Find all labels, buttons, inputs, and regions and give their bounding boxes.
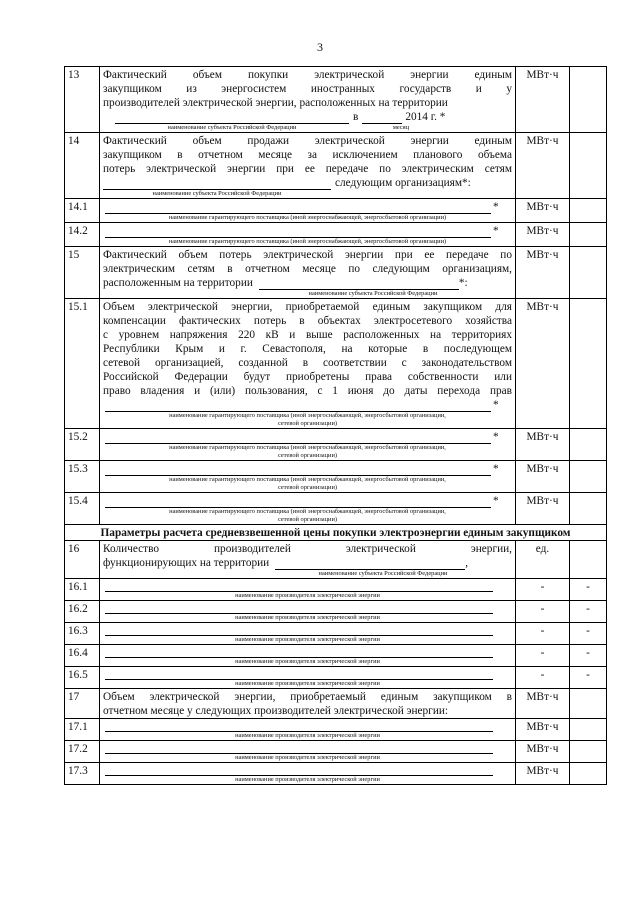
table-row (65, 133, 607, 199)
caption-supplier: наименование гарантирующего поставщика (иной энергоснабжающей, энергосбытовой организации, (169, 444, 446, 451)
table-row (65, 223, 607, 247)
caption-region: наименование субъекта Российской Федерации (167, 124, 297, 131)
supplier-fill (103, 398, 512, 412)
region-fill (103, 176, 512, 190)
supplier-fill (103, 494, 512, 508)
row-description (100, 247, 516, 299)
value-cell[interactable] (570, 689, 607, 719)
unit-cell: МВт·ч (516, 493, 570, 525)
table-row (65, 719, 607, 741)
region-blank[interactable] (275, 558, 465, 570)
row-number: 16.2 (65, 601, 100, 623)
caption-producer: наименование производителя электрической энергии (235, 636, 380, 643)
caption-supplier: сетевой организации) (277, 452, 337, 459)
supplier-blank[interactable] (105, 496, 491, 508)
caption-producer: наименование производителя электрической энергии (235, 754, 380, 761)
region-fill (103, 556, 512, 570)
section-header-row (65, 525, 607, 541)
row-number: 14 (65, 133, 100, 199)
producer-blank[interactable] (105, 720, 493, 732)
value-cell[interactable] (570, 541, 607, 579)
value-cell[interactable] (570, 461, 607, 493)
caption-producer: наименование производителя электрической энергии (235, 680, 380, 687)
report-table (64, 66, 607, 785)
value-dash: - (570, 667, 607, 689)
row-description (100, 67, 516, 133)
row-number: 16.1 (65, 579, 100, 601)
producer-fill (103, 602, 512, 614)
row-number: 14.2 (65, 223, 100, 247)
row-description (100, 719, 516, 741)
desc-line: расположенным на территории (103, 277, 253, 289)
producer-fill (103, 624, 512, 636)
row-description (100, 199, 516, 223)
unit-cell: МВт·ч (516, 199, 570, 223)
supplier-blank[interactable] (105, 464, 491, 476)
unit-cell: МВт·ч (516, 763, 570, 785)
desc-line: Объем электрической энергии, приобретаемой единым закупщиком для (103, 301, 512, 313)
desc-tail: следующим организациям*: (335, 177, 471, 189)
page-number: 3 (317, 40, 323, 54)
table-row (65, 667, 607, 689)
value-cell[interactable] (570, 763, 607, 785)
caption-producer: наименование производителя электрической энергии (235, 776, 380, 783)
unit-dash: - (516, 645, 570, 667)
producer-fill (103, 646, 512, 658)
desc-tail: *: (458, 277, 468, 289)
supplier-fill (103, 200, 512, 214)
table-row (65, 623, 607, 645)
table-row (65, 763, 607, 785)
unit-cell: МВт·ч (516, 299, 570, 429)
row-description (100, 429, 516, 461)
caption-supplier: наименование гарантирующего поставщика (иной энергоснабжающей, энергосбытовой организации, (169, 412, 446, 419)
desc-line: с уровнем напряжения 220 кВ и выше расположенных на территориях (103, 329, 512, 341)
caption-supplier: сетевой организации) (277, 420, 337, 427)
region-blank[interactable] (115, 112, 349, 124)
producer-blank[interactable] (105, 602, 493, 614)
row-number: 17 (65, 689, 100, 719)
caption-supplier: сетевой организации) (277, 516, 337, 523)
section-title: Параметры расчета средневзвешенной цены покупки электроэнергии единым закупщиком (65, 525, 607, 541)
unit-cell: МВт·ч (516, 133, 570, 199)
region-fill (103, 276, 512, 290)
producer-fill (103, 720, 512, 732)
value-dash: - (570, 579, 607, 601)
value-dash: - (570, 601, 607, 623)
supplier-blank[interactable] (105, 400, 491, 412)
footnote-star: * (493, 463, 499, 475)
row-description (100, 645, 516, 667)
row-description (100, 763, 516, 785)
desc-line: электрическим сетям в отчетном месяце по следующим организациям, (103, 263, 512, 275)
table-row (65, 247, 607, 299)
desc-line: Республики Крым и г. Севастополя, на которые в последующем (103, 343, 512, 355)
value-cell[interactable] (570, 199, 607, 223)
unit-cell: МВт·ч (516, 719, 570, 741)
desc-line: отчетном месяце у следующих производителей электрической энергии: (103, 705, 449, 717)
producer-blank[interactable] (105, 646, 493, 658)
row-number: 14.1 (65, 199, 100, 223)
value-cell[interactable] (570, 223, 607, 247)
row-description (100, 223, 516, 247)
caption-supplier: наименование гарантирующего поставщика (иной энергоснабжающей, энергосбытовой организации) (168, 214, 447, 221)
table-row (65, 67, 607, 133)
row-description (100, 667, 516, 689)
region-month-fill (103, 110, 512, 124)
preposition-text: в (353, 111, 359, 123)
caption-supplier: наименование гарантирующего поставщика (иной энергоснабжающей, энергосбытовой организации, (169, 508, 446, 515)
table-row (65, 645, 607, 667)
table-row (65, 689, 607, 719)
caption-supplier: наименование гарантирующего поставщика (иной энергоснабжающей, энергосбытовой организации, (169, 476, 446, 483)
value-cell[interactable] (570, 133, 607, 199)
caption-producer: наименование производителя электрической энергии (235, 592, 380, 599)
unit-cell: МВт·ч (516, 247, 570, 299)
desc-line: Фактический объем продажи электрической энергии единым (103, 135, 512, 147)
row-number: 17.1 (65, 719, 100, 741)
row-number: 16 (65, 541, 100, 579)
producer-blank[interactable] (105, 742, 493, 754)
producer-blank[interactable] (105, 624, 493, 636)
row-number: 15 (65, 247, 100, 299)
table-row (65, 579, 607, 601)
table-row (65, 541, 607, 579)
table-row (65, 741, 607, 763)
unit-cell: МВт·ч (516, 741, 570, 763)
desc-line: закупщиком из энергосистем иностранных государств и у (103, 83, 512, 95)
desc-tail: , (465, 557, 469, 569)
desc-line: Количество производителей электрической энергии, (103, 543, 512, 555)
producer-blank[interactable] (105, 764, 493, 776)
unit-cell: МВт·ч (516, 689, 570, 719)
row-description (100, 741, 516, 763)
unit-cell: МВт·ч (516, 461, 570, 493)
caption-producer: наименование производителя электрической энергии (235, 732, 380, 739)
row-number: 15.2 (65, 429, 100, 461)
caption-month: месяц (392, 124, 410, 131)
producer-blank[interactable] (105, 668, 493, 680)
value-cell[interactable] (570, 719, 607, 741)
value-cell[interactable] (570, 741, 607, 763)
caption-region: наименование субъекта Российской Федерации (308, 290, 438, 297)
table-row (65, 429, 607, 461)
unit-cell: ед. (516, 541, 570, 579)
caption-producer: наименование производителя электрической энергии (235, 658, 380, 665)
unit-dash: - (516, 579, 570, 601)
row-number: 16.5 (65, 667, 100, 689)
table-row (65, 601, 607, 623)
caption-region: наименование субъекта Российской Федерации (152, 190, 282, 197)
producer-fill (103, 668, 512, 680)
value-cell[interactable] (570, 67, 607, 133)
supplier-blank[interactable] (105, 202, 491, 214)
row-number: 16.3 (65, 623, 100, 645)
value-cell[interactable] (570, 493, 607, 525)
row-number: 17.2 (65, 741, 100, 763)
value-cell[interactable] (570, 429, 607, 461)
producer-blank[interactable] (105, 580, 493, 592)
supplier-fill (103, 462, 512, 476)
footnote-star: * (493, 431, 499, 443)
desc-line: право владения и (или) пользования, с 1 июня до даты перехода прав (103, 385, 512, 397)
desc-line: потерь электрической энергии при ее передаче по электрическим сетям (103, 163, 512, 175)
row-description (100, 689, 516, 719)
row-description (100, 541, 516, 579)
desc-line: закупщиком в отчетном месяце за исключением планового объема (103, 149, 512, 161)
desc-line: Российской Федерации будут приобретены права собственности или (103, 371, 512, 383)
value-dash: - (570, 645, 607, 667)
caption-line (103, 124, 512, 132)
supplier-fill (103, 224, 512, 238)
desc-line: Объем электрической энергии, приобретаемый единым закупщиком в (103, 691, 512, 703)
producer-fill (103, 742, 512, 754)
desc-line: Фактический объем потерь электрической энергии при ее передаче по (103, 249, 512, 261)
producer-fill (103, 580, 512, 592)
unit-dash: - (516, 601, 570, 623)
table-row (65, 199, 607, 223)
row-number: 15.1 (65, 299, 100, 429)
row-number: 17.3 (65, 763, 100, 785)
year-text: 2014 г. * (405, 111, 446, 123)
desc-line: сетевой организацией, созданной в соответствии с законодательством (103, 357, 512, 369)
desc-line: Фактический объем покупки электрической энергии единым (103, 69, 512, 81)
value-cell[interactable] (570, 299, 607, 429)
row-number: 13 (65, 67, 100, 133)
row-number: 16.4 (65, 645, 100, 667)
footnote-star: * (493, 225, 499, 237)
region-blank[interactable] (103, 178, 331, 190)
unit-dash: - (516, 667, 570, 689)
supplier-blank[interactable] (105, 226, 491, 238)
unit-cell: МВт·ч (516, 223, 570, 247)
producer-fill (103, 764, 512, 776)
month-blank[interactable] (362, 112, 402, 124)
region-blank[interactable] (259, 278, 459, 290)
row-description (100, 579, 516, 601)
table-row (65, 493, 607, 525)
desc-line: функционирующих на территории (103, 557, 270, 569)
caption-supplier: сетевой организации) (277, 484, 337, 491)
row-description (100, 493, 516, 525)
row-description (100, 299, 516, 429)
caption-producer: наименование производителя электрической энергии (235, 614, 380, 621)
unit-dash: - (516, 623, 570, 645)
row-number: 15.3 (65, 461, 100, 493)
value-cell[interactable] (570, 247, 607, 299)
row-description (100, 623, 516, 645)
row-description (100, 133, 516, 199)
value-dash: - (570, 623, 607, 645)
footnote-star: * (493, 201, 499, 213)
supplier-fill (103, 430, 512, 444)
row-description (100, 461, 516, 493)
row-number: 15.4 (65, 493, 100, 525)
desc-line: производителей электрической энергии, расположенных на территории (103, 97, 448, 109)
unit-cell: МВт·ч (516, 429, 570, 461)
unit-cell: МВт·ч (516, 67, 570, 133)
row-description (100, 601, 516, 623)
table-row (65, 461, 607, 493)
caption-supplier: наименование гарантирующего поставщика (иной энергоснабжающей, энергосбытовой организации) (168, 238, 447, 245)
footnote-star: * (493, 399, 499, 411)
footnote-star: * (493, 495, 499, 507)
desc-line: компенсации фактических потерь в объектах электросетевого хозяйства (103, 315, 512, 327)
caption-region: наименование субъекта Российской Федерации (318, 570, 448, 577)
supplier-blank[interactable] (105, 432, 491, 444)
table-row (65, 299, 607, 429)
